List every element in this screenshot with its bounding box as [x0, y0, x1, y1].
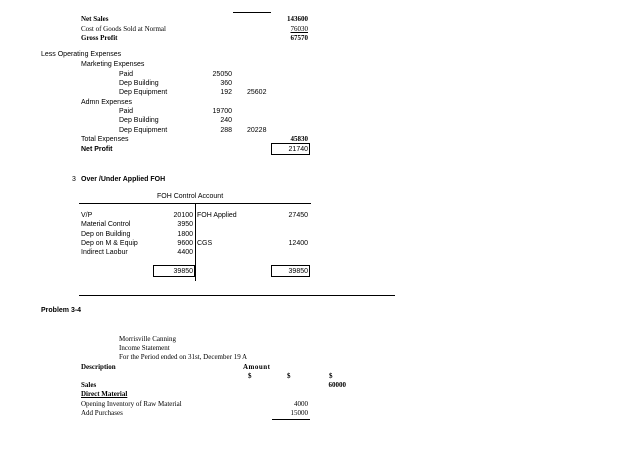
currency-symbol: $ [248, 372, 252, 380]
debit-total-value: 39850 [173, 268, 193, 275]
total-expenses-value: 45830 [290, 135, 308, 143]
net-sales-label: Net Sales [81, 15, 109, 23]
company-name: Morrisville Canning [119, 335, 176, 343]
opening-inventory-label: Opening Inventory of Raw Material [81, 400, 182, 408]
credit-label: FOH Applied [197, 212, 237, 219]
debit-value: 9600 [177, 240, 193, 247]
description-header: Description [81, 363, 116, 371]
currency-symbol: $ [287, 372, 291, 380]
debit-label: Dep on M & Equip [81, 240, 138, 247]
admin-item-label: Paid [119, 108, 134, 115]
mkt-item-label: Dep Building [119, 80, 159, 87]
mkt-item-value: 360 [220, 80, 232, 87]
admin-total-value: 20228 [247, 127, 267, 134]
net-profit-value: 21740 [288, 146, 308, 153]
account-center-divider [195, 203, 196, 281]
debit-label: V/P [81, 212, 93, 219]
credit-label: CGS [197, 240, 213, 247]
total-expenses-label: Total Expenses [81, 136, 129, 143]
section-number: 3 [72, 176, 76, 183]
admin-expenses-label: Admn Expenses [81, 99, 132, 106]
opening-inventory-value: 4000 [294, 400, 308, 408]
sales-label: Sales [81, 381, 97, 389]
net-sales-value: 143600 [287, 15, 308, 23]
admin-item-label: Dep Equipment [119, 127, 168, 134]
sales-value: 60000 [328, 381, 346, 389]
debit-label: Indirect Laobur [81, 249, 128, 256]
debit-value: 1800 [177, 231, 193, 238]
cogs-label: Cost of Goods Sold at Normal [81, 25, 166, 33]
statement-title: Income Statement [119, 344, 170, 352]
credit-value: 12400 [288, 240, 308, 247]
purchases-underline [272, 419, 310, 420]
mkt-item-label: Paid [119, 71, 134, 78]
admin-item-value: 240 [220, 117, 232, 124]
debit-value: 4400 [177, 249, 193, 256]
amount-header: Amount [243, 363, 271, 371]
operating-expenses-heading: Less Operating Expenses [41, 51, 122, 58]
cogs-value: 76030 [290, 25, 308, 33]
debit-value: 3950 [177, 221, 193, 228]
direct-material-label: Direct Material [81, 390, 128, 398]
problem-title: Problem 3-4 [41, 307, 82, 314]
top-rule [233, 12, 271, 13]
debit-label: Material Control [81, 221, 131, 228]
mkt-item-label: Dep Equipment [119, 89, 168, 96]
section-title: Over /Under Applied FOH [81, 176, 166, 183]
statement-period: For the Period ended on 31st, December 19 A [119, 353, 248, 361]
marketing-expenses-label: Marketing Expenses [81, 61, 145, 68]
currency-symbol: $ [329, 372, 333, 380]
credit-total-value: 39850 [288, 268, 308, 275]
credit-value: 27450 [288, 212, 308, 219]
admin-item-value: 288 [220, 127, 232, 134]
admin-item-value: 19700 [212, 108, 232, 115]
gross-profit-value: 67570 [290, 34, 308, 42]
mkt-item-value: 192 [220, 89, 232, 96]
gross-profit-label: Gross Profit [81, 34, 118, 42]
add-purchases-label: Add Purchases [81, 409, 123, 417]
account-title: FOH Control Account [157, 193, 224, 200]
section-end-rule [79, 295, 395, 296]
mkt-item-value: 25050 [212, 71, 232, 78]
debit-value: 20100 [173, 212, 193, 219]
admin-item-label: Dep Building [119, 117, 159, 124]
add-purchases-value: 15000 [290, 409, 308, 417]
mkt-total-value: 25602 [247, 89, 267, 96]
debit-label: Dep on Building [81, 231, 131, 238]
net-profit-label: Net Profit [81, 146, 113, 153]
